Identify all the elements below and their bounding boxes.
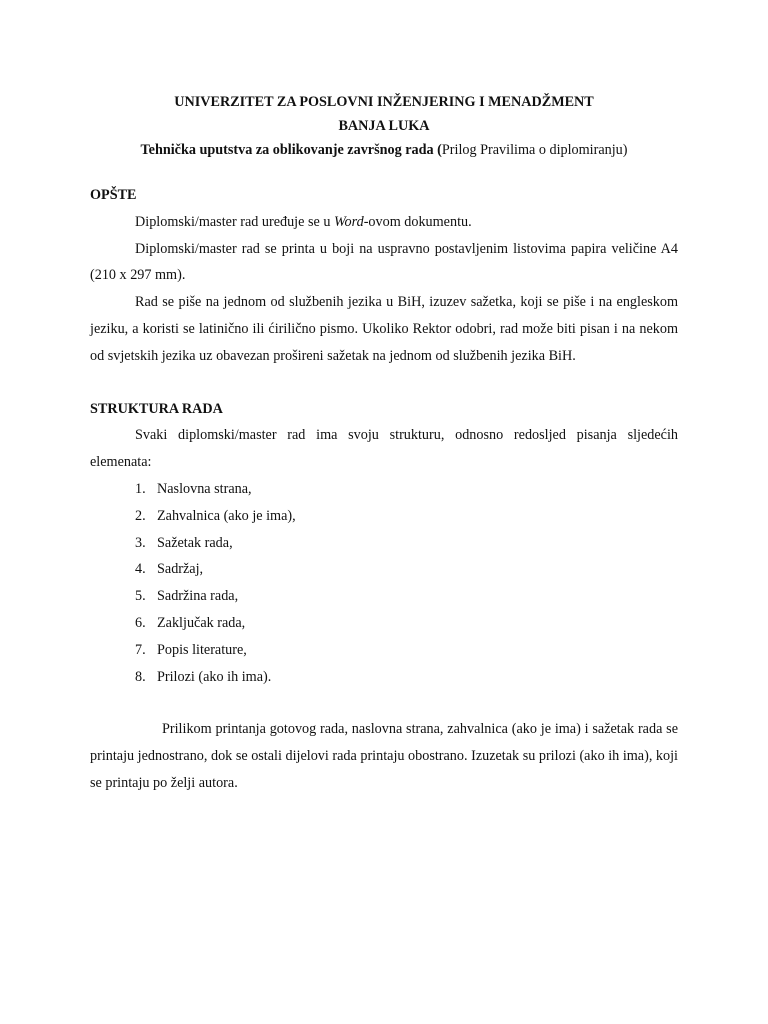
paragraph-language: Rad se piše na jednom od službenih jezika u BiH, izuzev sažetka, koji se piše i na engleskom jeziku, a koristi se latinično ili ćirilično pismo. Ukoliko Rektor odobri, rad može biti pisan i na nekom od svjetskih jezika uz obavezan prošireni sažetak na jednom od službenih jezika BiH. bbox=[90, 294, 678, 364]
spacer bbox=[90, 162, 678, 182]
p1-italic: Word bbox=[333, 213, 364, 230]
paragraph-print-format: Diplomski/master rad se printa u boji na uspravno postavljenim listovima papira veličine A4 (210 x 297 mm). bbox=[90, 240, 678, 284]
spacer bbox=[90, 690, 678, 716]
list-item: 3. Sažetak rada, bbox=[135, 534, 233, 551]
city-title: BANJA LUKA bbox=[338, 118, 430, 134]
list-item: 1. Naslovna strana, bbox=[135, 480, 252, 497]
document-subtitle bbox=[90, 138, 678, 162]
university-title: UNIVERZITET ZA POSLOVNI INŽENJERING I MENADŽMENT bbox=[174, 94, 594, 110]
list-item: 6. Zaključak rada, bbox=[135, 614, 246, 631]
list-item: 8. Prilozi (ako ih ima). bbox=[135, 668, 272, 685]
subtitle-bold: Tehnička uputstva za oblikovanje završnog rada ( bbox=[140, 142, 442, 158]
structure-list bbox=[90, 476, 678, 690]
list-item: 2. Zahvalnica (ako je ima), bbox=[135, 507, 296, 524]
paragraph-word-document bbox=[90, 209, 678, 236]
paragraph-structure-intro: Svaki diplomski/master rad ima svoju strukturu, odnosno redosljed pisanja sljedećih elemenata: bbox=[90, 427, 678, 471]
section-heading-structure: STRUKTURA RADA bbox=[90, 400, 223, 417]
section-heading-general: OPŠTE bbox=[90, 187, 137, 203]
spacer bbox=[90, 370, 678, 396]
paragraph-printing-closing: Prilikom printanja gotovog rada, naslovna strana, zahvalnica (ako je ima) i sažetak rada se printaju jednostrano, dok se ostali dijelovi rada printaju obostrano. Izuzetak su prilozi (ako ih ima), koji se printaju po želji autora. bbox=[90, 721, 678, 791]
list-item: 5. Sadržina rada, bbox=[135, 588, 239, 605]
document-page bbox=[90, 90, 678, 797]
p1-before: Diplomski/master rad uređuje se u bbox=[135, 213, 334, 230]
list-item: 7. Popis literature, bbox=[135, 641, 247, 658]
list-item: 4. Sadržaj, bbox=[135, 561, 204, 578]
p1-after: -ovom dokumentu. bbox=[363, 213, 472, 230]
subtitle-normal: Prilog Pravilima o diplomiranju) bbox=[441, 142, 628, 158]
